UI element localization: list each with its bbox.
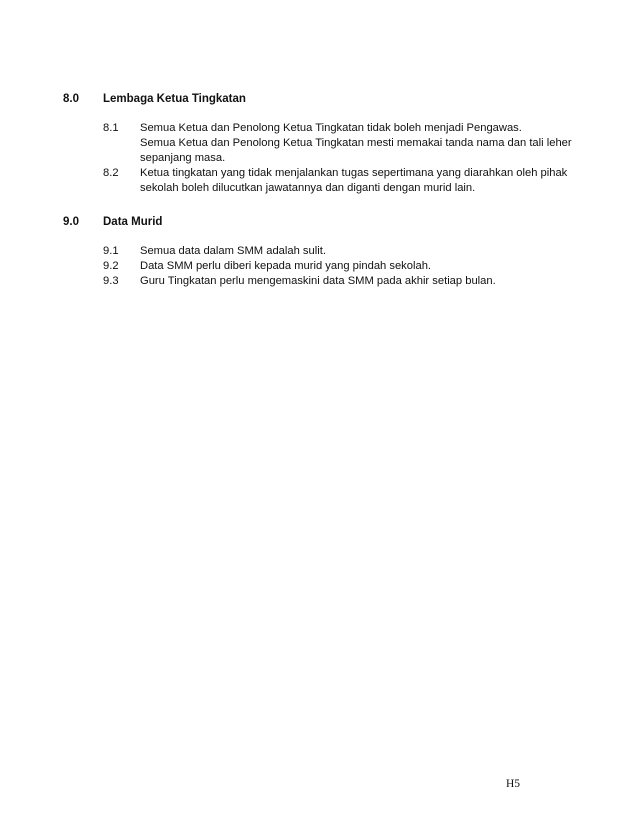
list-item xyxy=(103,166,568,196)
section-heading xyxy=(63,215,563,230)
item-line: Semua Ketua dan Penolong Ketua Tingkatan mesti memakai tanda nama dan tali leher xyxy=(140,137,572,149)
section-8 xyxy=(63,92,572,196)
item-text xyxy=(140,166,567,196)
item-text xyxy=(140,259,563,274)
item-line: sepanjang masa. xyxy=(140,152,226,164)
item-text xyxy=(140,244,563,259)
item-number: 8.1 xyxy=(103,122,119,134)
item-line: Data SMM perlu diberi kepada murid yang pindah sekolah. xyxy=(140,260,432,272)
section-number: 9.0 xyxy=(63,216,79,228)
section-items xyxy=(103,244,563,289)
item-line: Ketua tingkatan yang tidak menjalankan tugas sepertimana yang diarahkan oleh pihak xyxy=(140,167,568,179)
item-line: Guru Tingkatan perlu mengemaskini data SMM pada akhir setiap bulan. xyxy=(140,275,496,287)
section-items xyxy=(103,121,572,196)
item-line: Semua Ketua dan Penolong Ketua Tingkatan tidak boleh menjadi Pengawas. xyxy=(140,122,522,134)
list-item xyxy=(103,259,563,274)
item-number: 9.3 xyxy=(103,275,119,287)
section-heading xyxy=(63,92,563,107)
section-title: Lembaga Ketua Tingkatan xyxy=(103,93,246,105)
section-number: 8.0 xyxy=(63,93,79,105)
list-item xyxy=(103,274,563,289)
list-item xyxy=(103,244,563,259)
item-number: 9.2 xyxy=(103,260,119,272)
item-text xyxy=(140,121,572,166)
item-text xyxy=(140,274,563,289)
list-item xyxy=(103,121,572,166)
item-line: sekolah boleh dilucutkan jawatannya dan diganti dengan murid lain. xyxy=(140,182,476,194)
section-title: Data Murid xyxy=(103,216,163,228)
item-number: 9.1 xyxy=(103,245,119,257)
item-line: Semua data dalam SMM adalah sulit. xyxy=(140,245,326,257)
item-number: 8.2 xyxy=(103,167,119,179)
page-number: H5 xyxy=(506,778,521,790)
section-9 xyxy=(63,215,563,289)
